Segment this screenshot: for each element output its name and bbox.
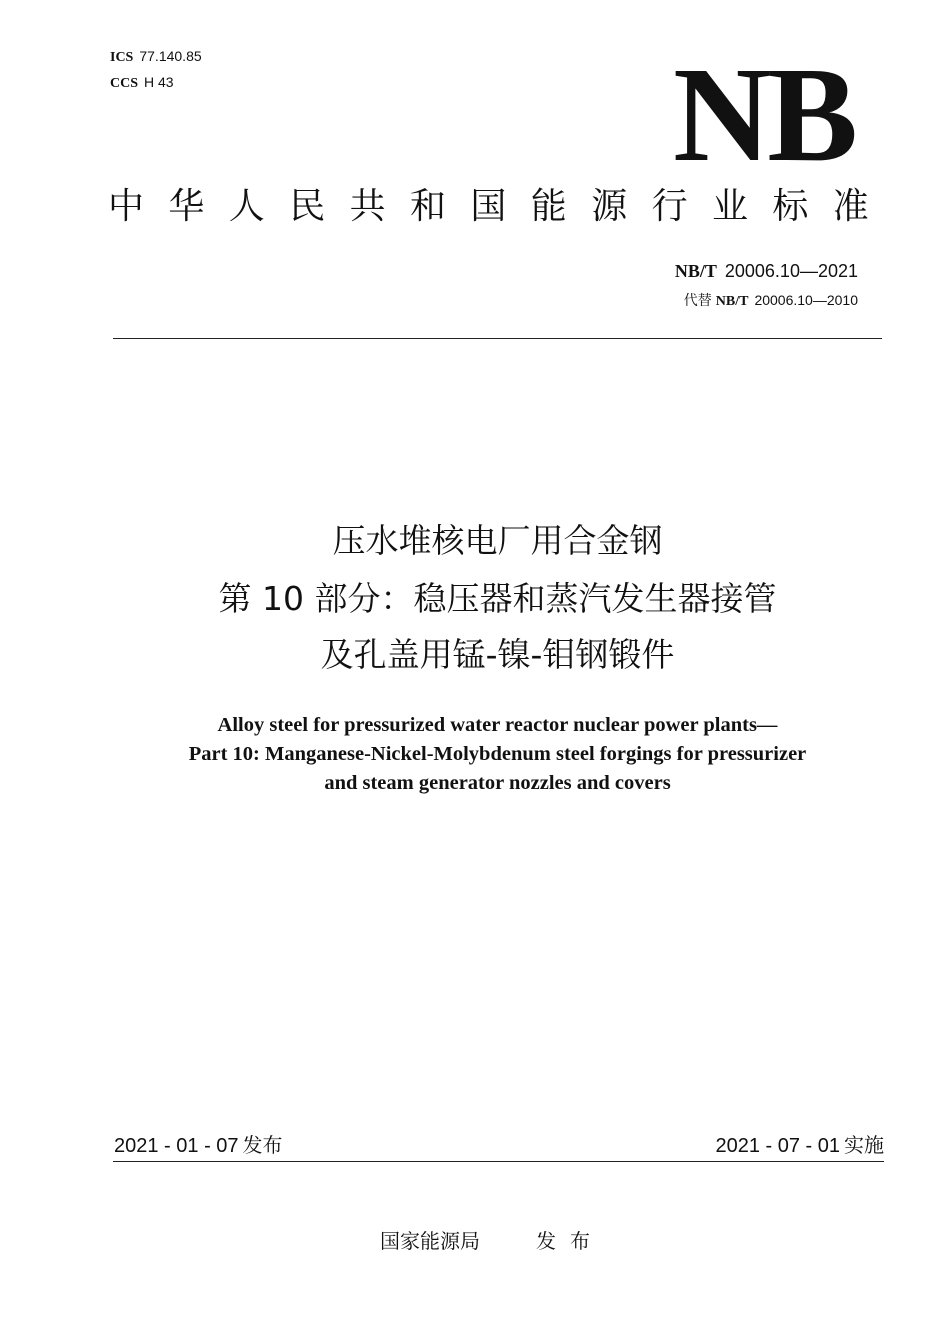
issue-date: 2021 - 01 - 07 — [114, 1135, 239, 1157]
replaces-number: 20006.10—2010 — [754, 292, 858, 308]
ics-code — [110, 47, 202, 67]
bottom-divider — [113, 1161, 884, 1162]
nb-logo: NB — [673, 40, 854, 190]
ics-label: ICS — [110, 50, 134, 65]
top-divider — [113, 338, 882, 339]
title-zh-line-3: 及孔盖用锰-镍-钼钢锻件 — [320, 635, 675, 674]
implement-date: 2021 - 07 - 01 — [715, 1135, 840, 1157]
standard-number — [675, 259, 858, 283]
issue-label: 发布 — [242, 1133, 283, 1157]
title-en-line-3: and steam generator nozzles and covers — [324, 772, 671, 794]
standard-number-value: 20006.10—2021 — [724, 261, 858, 281]
replaces-prefix: NB/T — [715, 294, 749, 309]
ics-value: 77.140.85 — [139, 48, 202, 64]
issuer-action: 发布 — [536, 1229, 604, 1253]
title-zh-line-1: 压水堆核电厂用合金钢 — [332, 521, 663, 560]
implement-label: 实施 — [844, 1133, 884, 1157]
implement-date-line — [715, 1131, 884, 1160]
ccs-label: CCS — [110, 76, 139, 91]
standard-category: 中华人民共和国能源行业标准 — [108, 186, 894, 227]
ccs-code — [110, 73, 174, 93]
ccs-value: H 43 — [144, 74, 174, 90]
issuer-name: 国家能源局 — [380, 1229, 480, 1253]
issue-date-line — [114, 1131, 283, 1160]
title-en-line-1: Alloy steel for pressurized water reactor nuclear power plants— — [217, 714, 778, 736]
replaces-label: 代替 — [683, 293, 712, 309]
title-en-line-2: Part 10: Manganese-Nickel-Molybdenum steel forgings for pressurizer — [188, 743, 807, 765]
title-zh-line-2: 第 10 部分：稳压器和蒸汽发生器接管 — [218, 579, 777, 618]
replaces-line — [684, 290, 858, 312]
standard-prefix: NB/T — [674, 261, 717, 281]
